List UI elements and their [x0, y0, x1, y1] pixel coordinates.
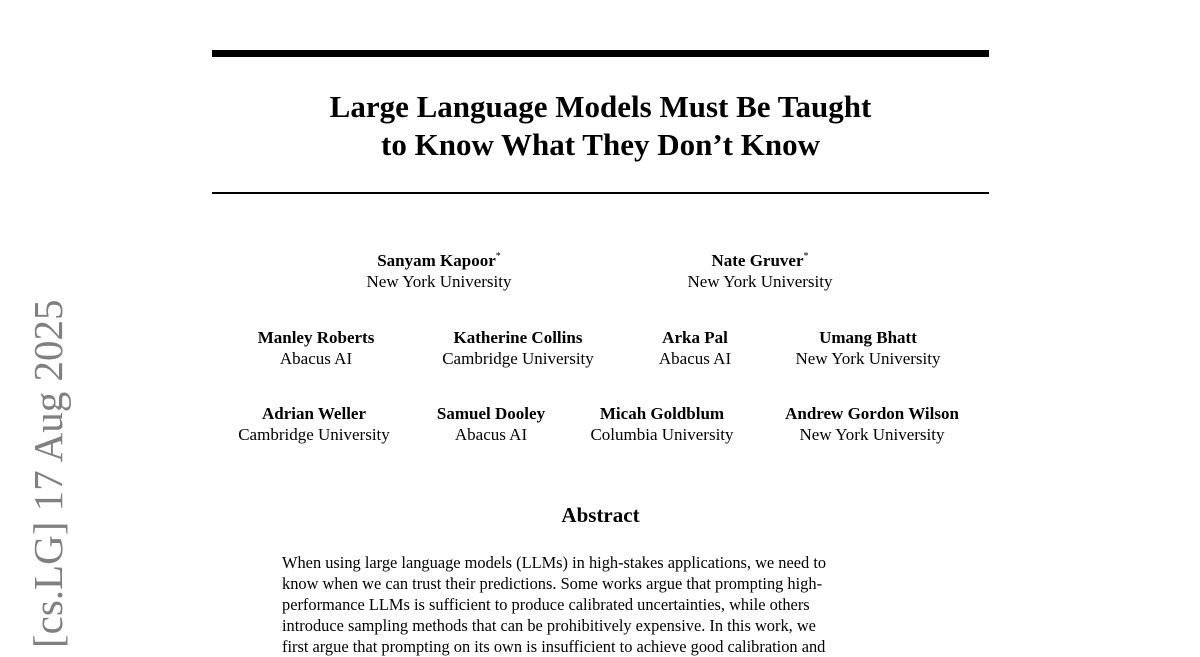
abstract-line: performance LLMs is sufficient to produce calibrated uncertainties, while others — [282, 595, 810, 614]
author-block — [785, 403, 959, 445]
equal-contribution-mark: * — [803, 251, 809, 262]
top-rule — [212, 50, 989, 57]
abstract-line: When using large language models (LLMs) in high-stakes applications, we need to — [282, 553, 827, 572]
author-affiliation: Cambridge University — [238, 425, 390, 444]
author-name: Arka Pal — [662, 328, 728, 347]
author-affiliation: New York University — [799, 425, 945, 444]
author-block — [367, 250, 512, 292]
author-block — [238, 403, 390, 445]
abstract-heading: Abstract — [561, 503, 640, 527]
abstract-line: first argue that prompting on its own is insufficient to achieve good calibration and — [282, 637, 826, 656]
arxiv-stamp: [cs.LG] 17 Aug 2025 — [25, 299, 71, 648]
author-block — [796, 327, 941, 369]
author-name: Katherine Collins — [453, 328, 583, 347]
author-affiliation: Abacus AI — [454, 425, 528, 444]
author-affiliation: Columbia University — [590, 425, 734, 444]
author-name: Micah Goldblum — [599, 404, 725, 423]
equal-contribution-mark: * — [495, 251, 501, 262]
author-block — [688, 250, 833, 292]
author-block — [590, 403, 733, 445]
author-affiliation: New York University — [366, 272, 512, 291]
author-block — [659, 327, 731, 369]
author-affiliation: Cambridge University — [442, 349, 594, 368]
author-name: Adrian Weller — [261, 404, 367, 423]
author-name: Umang Bhatt — [819, 328, 917, 347]
paper-title — [212, 88, 989, 164]
author-block — [437, 403, 545, 445]
abstract-line: introduce sampling methods that can be prohibitively expensive. In this work, we — [282, 616, 816, 635]
author-affiliation: New York University — [687, 272, 833, 291]
title-rule — [212, 192, 989, 194]
abstract-line: know when we can trust their predictions. Some works argue that prompting high- — [282, 574, 823, 593]
author-name: Nate Gruver* — [711, 251, 809, 270]
author-name: Samuel Dooley — [436, 404, 546, 423]
author-block — [442, 327, 594, 369]
author-name: Manley Roberts — [257, 328, 375, 347]
author-block — [258, 327, 375, 369]
title-line-2: to Know What They Don’t Know — [381, 127, 820, 162]
author-name: Sanyam Kapoor* — [377, 251, 501, 270]
author-affiliation: Abacus AI — [658, 349, 732, 368]
author-affiliation: Abacus AI — [279, 349, 353, 368]
author-affiliation: New York University — [795, 349, 941, 368]
author-name: Andrew Gordon Wilson — [785, 404, 959, 423]
title-line-1: Large Language Models Must Be Taught — [329, 89, 872, 124]
abstract-body — [282, 552, 919, 657]
